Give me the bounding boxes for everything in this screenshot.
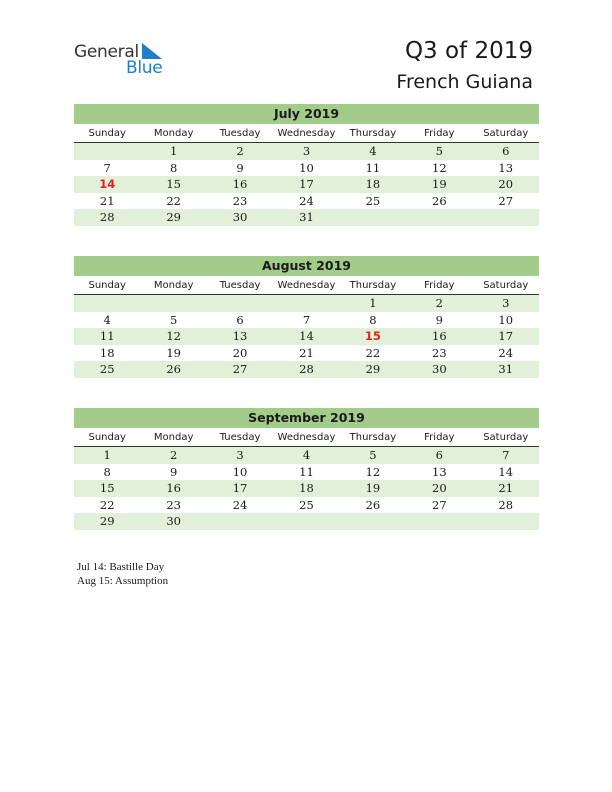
day-cell: 16 (232, 177, 248, 191)
day-cell: 6 (236, 312, 244, 327)
day-cell: 17 (232, 481, 248, 495)
weekday-label: Tuesday (219, 280, 261, 291)
day-cell: 10 (299, 160, 314, 175)
day-cell (406, 513, 472, 530)
day-cell: 23 (232, 193, 248, 208)
day-cell (74, 295, 140, 312)
week-row (74, 193, 539, 210)
day-cell: 11 (299, 464, 314, 479)
month-calendar (74, 408, 539, 530)
day-cell: 27 (498, 193, 514, 208)
weekday-label: Saturday (483, 432, 529, 443)
day-cell: 4 (103, 312, 111, 327)
logo-word-general: General (74, 42, 139, 62)
week-row (74, 480, 539, 497)
day-cell: 13 (432, 464, 447, 479)
day-cell: 21 (299, 345, 314, 360)
day-cell: 8 (103, 464, 111, 479)
day-cell: 11 (99, 329, 115, 343)
day-cell: 15 (99, 481, 115, 495)
day-cell: 14 (498, 464, 514, 479)
day-cell: 5 (369, 448, 377, 462)
day-cell: 29 (99, 514, 115, 528)
day-cell (340, 513, 406, 530)
day-cell: 2 (435, 296, 443, 310)
weekday-label: Tuesday (219, 128, 261, 139)
week-row (74, 160, 539, 177)
day-cell: 18 (299, 481, 314, 495)
day-cell: 29 (365, 362, 381, 376)
day-cell: 24 (498, 345, 514, 360)
day-cell: 3 (302, 144, 311, 158)
day-cell: 25 (365, 193, 381, 208)
weekday-label: Thursday (349, 432, 397, 443)
day-cell: 30 (432, 362, 447, 376)
page-subtitle: French Guiana (396, 71, 533, 93)
day-cell (273, 513, 339, 530)
holiday-notes (77, 560, 168, 588)
month-title: September 2019 (74, 408, 539, 428)
day-cell: 25 (299, 497, 314, 512)
day-cell (74, 143, 140, 160)
day-cell: 24 (299, 193, 314, 208)
day-cell (340, 209, 406, 226)
day-cell: 6 (502, 144, 510, 158)
logo-word-blue: Blue (126, 58, 163, 78)
day-cell: 28 (498, 497, 514, 512)
month-title: July 2019 (74, 104, 539, 124)
day-cell: 25 (99, 362, 115, 376)
month-title: August 2019 (74, 256, 539, 276)
day-cell: 17 (498, 329, 514, 343)
day-cell: 7 (302, 312, 311, 327)
day-cell (406, 209, 472, 226)
week-row (74, 295, 539, 312)
day-cell: 6 (435, 448, 443, 462)
day-cell: 4 (302, 448, 311, 462)
day-cell: 16 (166, 481, 181, 495)
day-cell: 12 (365, 464, 381, 479)
day-cell (473, 209, 539, 226)
day-cell: 8 (169, 160, 178, 175)
weekday-label: Monday (153, 280, 194, 291)
day-cell: 5 (169, 312, 178, 327)
holiday-day-cell: 14 (99, 177, 116, 191)
day-cell: 20 (232, 345, 248, 360)
day-cell: 1 (103, 448, 111, 462)
day-cell: 19 (365, 481, 381, 495)
week-row (74, 361, 539, 378)
page-title: Q3 of 2019 (404, 38, 533, 64)
day-cell: 2 (236, 144, 244, 158)
weekday-label: Friday (424, 432, 455, 443)
day-cell: 13 (232, 329, 248, 343)
weekday-label: Tuesday (219, 432, 261, 443)
weekday-label: Wednesday (277, 280, 336, 291)
week-row (74, 312, 539, 329)
holiday-note: Jul 14: Bastille Day (77, 561, 165, 573)
day-cell: 28 (99, 210, 115, 224)
day-cell: 7 (502, 448, 510, 462)
day-cell: 29 (166, 210, 181, 224)
day-cell: 17 (299, 177, 314, 191)
weekday-header-row (74, 277, 539, 295)
day-cell: 3 (502, 296, 510, 310)
week-row (74, 513, 539, 530)
day-cell: 30 (232, 210, 248, 224)
weekday-label: Friday (424, 280, 455, 291)
weekday-header-row (74, 125, 539, 143)
weekday-header-row (74, 429, 539, 447)
day-cell: 22 (166, 193, 181, 208)
weekday-label: Sunday (88, 128, 126, 139)
weekday-label: Sunday (88, 280, 126, 291)
day-cell: 26 (365, 497, 381, 512)
day-cell: 10 (498, 312, 514, 327)
weekday-label: Saturday (483, 128, 529, 139)
day-cell: 9 (236, 160, 244, 175)
day-cell: 4 (369, 144, 377, 158)
day-cell: 20 (498, 177, 514, 191)
day-cell: 18 (99, 345, 115, 360)
day-cell: 13 (498, 160, 514, 175)
day-cell: 14 (299, 329, 314, 343)
day-cell (207, 513, 273, 530)
day-cell: 21 (99, 193, 115, 208)
day-cell: 26 (432, 193, 447, 208)
day-cell: 18 (365, 177, 381, 191)
weekday-label: Sunday (88, 432, 126, 443)
weekday-label: Wednesday (277, 432, 336, 443)
weekday-label: Monday (153, 432, 194, 443)
day-cell: 2 (169, 448, 178, 462)
month-calendar (74, 104, 539, 226)
day-cell: 28 (299, 362, 314, 376)
day-cell: 1 (169, 144, 178, 158)
general-blue-logo (74, 40, 174, 80)
day-cell: 20 (432, 481, 447, 495)
weekday-label: Thursday (349, 128, 397, 139)
day-cell: 12 (166, 329, 181, 343)
week-row (74, 209, 539, 226)
day-cell: 23 (432, 345, 447, 360)
day-cell (140, 295, 206, 312)
day-cell: 9 (169, 464, 178, 479)
week-row (74, 497, 539, 514)
day-cell: 19 (432, 177, 447, 191)
day-cell: 16 (432, 329, 447, 343)
week-row (74, 464, 539, 481)
weekday-label: Saturday (483, 280, 529, 291)
day-cell: 27 (232, 362, 248, 376)
holiday-note: Aug 15: Assumption (77, 575, 169, 587)
day-cell: 23 (166, 497, 181, 512)
day-cell: 12 (432, 160, 447, 175)
day-cell: 19 (166, 345, 181, 360)
day-cell: 30 (166, 514, 181, 528)
weekday-label: Monday (153, 128, 194, 139)
holiday-day-cell: 15 (364, 329, 381, 343)
logo-triangle-icon (142, 43, 162, 59)
day-cell: 27 (432, 497, 447, 512)
day-cell (273, 295, 339, 312)
weekday-label: Friday (424, 128, 455, 139)
week-row (74, 176, 539, 193)
day-cell: 21 (498, 481, 514, 495)
day-cell: 5 (435, 144, 443, 158)
day-cell: 9 (435, 312, 443, 327)
week-row (74, 447, 539, 464)
day-cell: 8 (369, 312, 377, 327)
weekday-label: Thursday (349, 280, 397, 291)
day-cell: 22 (99, 497, 115, 512)
day-cell (207, 295, 273, 312)
day-cell: 15 (166, 177, 181, 191)
day-cell: 11 (365, 160, 381, 175)
day-cell: 3 (236, 448, 244, 462)
month-calendar (74, 256, 539, 378)
day-cell: 26 (166, 362, 181, 376)
day-cell: 24 (232, 497, 248, 512)
day-cell: 22 (365, 345, 381, 360)
day-cell: 10 (232, 464, 248, 479)
week-row (74, 345, 539, 362)
day-cell (473, 513, 539, 530)
week-row (74, 328, 539, 345)
week-row (74, 143, 539, 160)
day-cell: 1 (369, 296, 377, 310)
day-cell: 7 (103, 160, 111, 175)
day-cell: 31 (299, 210, 314, 224)
weekday-label: Wednesday (277, 128, 336, 139)
day-cell: 31 (498, 362, 514, 376)
